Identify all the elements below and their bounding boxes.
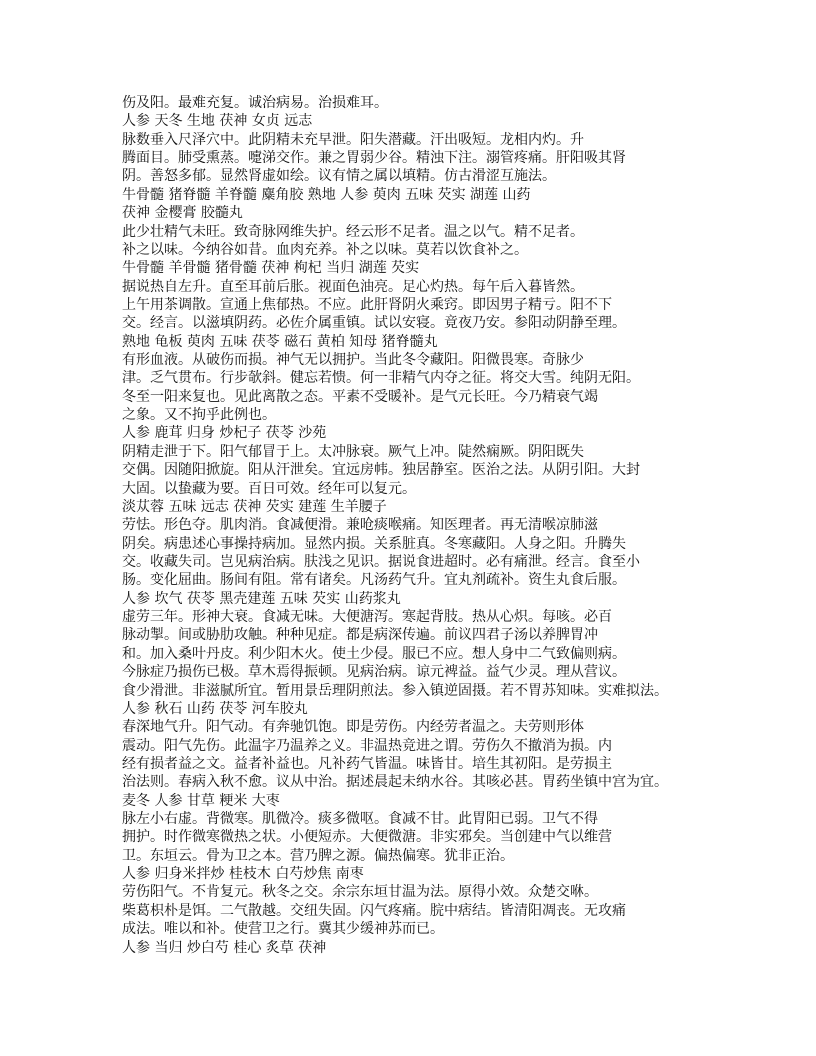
text-line: 腾面目。肺受熏蒸。嚏涕交作。兼之胃弱少谷。精浊下注。溺管疼痛。肝阳吸其肾 bbox=[122, 150, 626, 167]
text-line: 人参 归身米拌炒 桂枝木 白芍炒焦 南枣 bbox=[122, 866, 364, 883]
text-line: 据说热自左升。直至耳前后胀。视面色油亮。足心灼热。每午后入暮皆然。 bbox=[122, 278, 584, 295]
text-line: 此少壮精气未旺。致奇脉网维失护。经云形不足者。温之以气。精不足者。 bbox=[122, 223, 584, 240]
text-line: 大固。以蛰藏为要。百日可效。经年可以复元。 bbox=[122, 480, 416, 497]
text-line: 柴葛枳朴是饵。二气散越。交纽失固。闪气疼痛。脘中痞结。皆清阳凋丧。无攻痛 bbox=[122, 902, 626, 919]
text-line: 牛骨髓 猪脊髓 羊脊髓 麋角胶 熟地 人参 萸肉 五味 芡实 湖莲 山药 bbox=[122, 186, 531, 203]
text-line: 淡苁蓉 五味 远志 茯神 芡实 建莲 生羊腰子 bbox=[122, 498, 387, 515]
text-line: 肠。变化屈曲。肠间有阻。常有诸矣。凡汤药气升。宜丸剂疏补。资生丸食后服。 bbox=[122, 572, 626, 589]
text-line: 茯神 金樱膏 胶髓丸 bbox=[122, 205, 243, 222]
text-line: 今脉症乃损伤已极。草木焉得振顿。见病治病。谅元裨益。益气少灵。理从营议。 bbox=[122, 664, 626, 681]
text-line: 伤及阳。最难充复。诚治病易。治损难耳。 bbox=[122, 95, 388, 111]
text-line: 脉左小右虚。背微寒。肌微冷。痰多微呕。食减不甘。此胃阳已弱。卫气不得 bbox=[122, 811, 598, 828]
text-line: 和。加入桑叶丹皮。利少阳木火。使土少侵。服已不应。想人身中二气致偏则病。 bbox=[122, 645, 626, 662]
text-line: 阴。善怒多郁。显然肾虚如绘。议有情之属以填精。仿古滑涩互施法。 bbox=[122, 168, 556, 185]
text-line: 经有损者益之文。益者补益也。凡补药气皆温。味皆甘。培生其初阳。是劳损主 bbox=[122, 755, 612, 772]
text-line: 人参 当归 炒白芍 桂心 炙草 茯神 bbox=[122, 939, 327, 956]
text-line: 冬至一阳来复也。见此离散之态。平素不受暖补。是气元长旺。今乃精衰气竭 bbox=[122, 388, 598, 405]
text-line: 牛骨髓 羊骨髓 猪骨髓 茯神 枸杞 当归 湖莲 芡实 bbox=[122, 260, 420, 277]
text-line: 阴矣。病患述心事操持病加。显然内损。关系脏真。冬寒藏阳。人身之阳。升腾失 bbox=[122, 535, 626, 552]
text-line: 熟地 龟板 萸肉 五味 茯苓 磁石 黄柏 知母 猪脊髓丸 bbox=[122, 333, 438, 350]
text-line: 麦冬 人参 甘草 粳米 大枣 bbox=[122, 792, 280, 809]
document-body bbox=[122, 94, 682, 957]
text-line: 治法则。春病入秋不愈。议从中治。据述晨起未纳水谷。其咳必甚。胃药坐镇中宫为宜。 bbox=[122, 774, 668, 791]
text-line: 成法。唯以和补。使营卫之行。冀其少缓神苏而已。 bbox=[122, 921, 444, 938]
text-line: 交。经言。以滋填阴药。必佐介属重镇。试以安寝。竟夜乃安。参阳动阴静至理。 bbox=[122, 315, 626, 332]
text-line: 人参 秋石 山药 茯苓 河车胶丸 bbox=[122, 700, 308, 717]
text-line: 人参 天冬 生地 茯神 女贞 远志 bbox=[122, 113, 313, 130]
text-line: 脉数垂入尺泽穴中。此阴精未充早泄。阳失潜藏。汗出吸短。龙相内灼。升 bbox=[122, 131, 584, 148]
text-line: 虚劳三年。形神大衰。食减无味。大便溏泻。寒起背肢。热从心炽。每咳。必百 bbox=[122, 609, 612, 626]
text-line: 人参 鹿茸 归身 炒杞子 茯苓 沙苑 bbox=[122, 425, 327, 442]
text-line: 春深地气升。阳气动。有奔驰饥饱。即是劳伤。内经劳者温之。夫劳则形体 bbox=[122, 719, 584, 736]
text-line: 拥护。时作微寒微热之状。小便短赤。大便微溏。非实邪矣。当创建中气以维营 bbox=[122, 829, 612, 846]
text-line: 劳伤阳气。不肯复元。秋冬之交。余宗东垣甘温为法。原得小效。众楚交咻。 bbox=[122, 884, 598, 901]
text-line: 上午用茶调散。宣通上焦郁热。不应。此肝肾阴火乘窍。即因男子精亏。阳不下 bbox=[122, 296, 612, 313]
text-line: 津。乏气贯布。行步欹斜。健忘若愦。何一非精气内夺之征。将交大雪。纯阴无阳。 bbox=[122, 370, 640, 387]
text-line: 脉动掣。间或胁肋攻触。种种见症。都是病深传遍。前议四君子汤以养脾胃冲 bbox=[122, 627, 598, 644]
text-line: 震动。阳气先伤。此温字乃温养之义。非温热竞进之谓。劳伤久不撤消为损。内 bbox=[122, 737, 612, 754]
text-line: 食少滑泄。非滋腻所宜。暂用景岳理阴煎法。参入镇逆固摄。若不胃苏知味。实难拟法。 bbox=[122, 682, 668, 699]
text-line: 劳怯。形色夺。肌肉消。食减便滑。兼呛痰喉痛。知医理者。再无清喉凉肺滋 bbox=[122, 517, 598, 534]
text-line: 交。收藏失司。岂见病治病。肤浅之见识。据说食进超时。必有痛泄。经言。食至小 bbox=[122, 553, 640, 570]
text-line: 有形血液。从破伤而损。神气无以拥护。当此冬令藏阳。阳微畏寒。奇脉少 bbox=[122, 352, 584, 369]
text-line: 之象。又不拘乎此例也。 bbox=[122, 407, 276, 424]
text-line: 补之以味。今纳谷如昔。血肉充养。补之以味。莫若以饮食补之。 bbox=[122, 241, 528, 258]
text-line: 交偶。因随阳掀旋。阳从汗泄矣。宜远房帏。独居静室。医治之法。从阴引阳。大封 bbox=[122, 462, 640, 479]
text-line: 阴精走泄于下。阳气郁冒于上。太冲脉衰。厥气上冲。陡然痫厥。阴阳既失 bbox=[122, 443, 584, 460]
text-line: 卫。东垣云。骨为卫之本。营乃脾之源。偏热偏寒。犹非正治。 bbox=[122, 847, 514, 864]
text-line: 人参 坎气 茯苓 黑壳建莲 五味 芡实 山药浆丸 bbox=[122, 590, 401, 607]
